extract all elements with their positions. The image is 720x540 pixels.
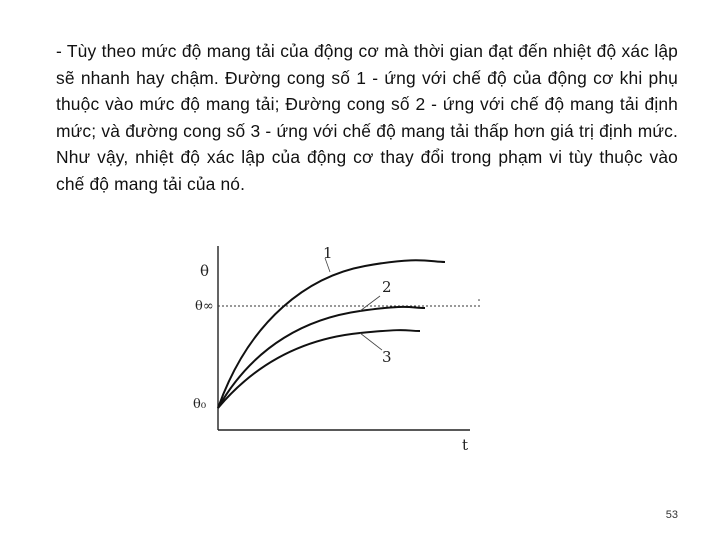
curve-2	[218, 307, 425, 408]
y-axis-label: θ	[200, 262, 210, 280]
theta-inf-label: θ∞	[195, 299, 214, 314]
heating-curves-figure	[180, 238, 500, 460]
page-number: 53	[665, 509, 678, 521]
curve-2-label: 2	[382, 278, 392, 296]
curve-1-label: 1	[323, 244, 333, 262]
curve-3	[218, 330, 420, 408]
curve-3-leader	[360, 333, 382, 350]
curve-1	[218, 260, 445, 408]
body-paragraph: - Tùy theo mức độ mang tải của động cơ mà thời gian đạt đến nhiệt độ xác lập sẽ nhanh hay chậm. Đường cong số 1 - ứng với chế độ của động cơ khi phụ thuộc vào mức độ mang tải; Đường cong số 2 - ứng với chế độ mang tải định mức; và đường cong số 3 - ứng với chế độ mang tải thấp hơn giá trị định mức. Như vậy, nhiệt độ xác lập của động cơ thay đổi trong phạm vi tùy thuộc vào chế độ mang tải của nó.	[56, 41, 678, 194]
x-axis-label: t	[462, 436, 469, 454]
dot-mark	[478, 299, 480, 301]
theta-zero-label: θ₀	[193, 397, 207, 412]
curve-3-label: 3	[382, 348, 392, 366]
